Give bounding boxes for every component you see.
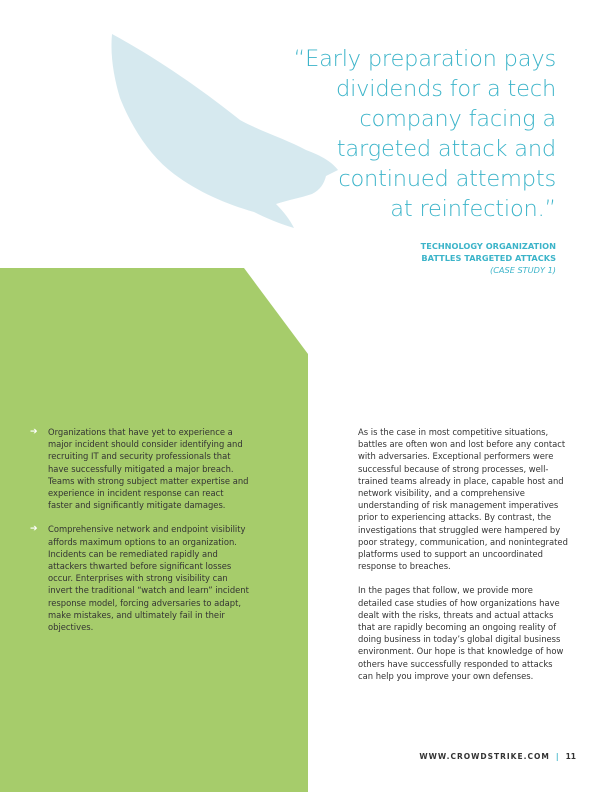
- attribution-title-line: TECHNOLOGY ORGANIZATION: [420, 241, 556, 251]
- attribution-title-line: BATTLES TARGETED ATTACKS: [421, 253, 556, 263]
- quote-line: company facing a: [359, 106, 556, 132]
- footer-separator: |: [555, 752, 560, 761]
- bullet-list: [30, 426, 250, 645]
- quote-line: at reinfection.”: [390, 196, 556, 222]
- quote-line: targeted attack and: [336, 136, 556, 162]
- quote-attribution: [256, 240, 556, 276]
- page-number: 11: [565, 752, 576, 761]
- quote-line: “Early preparation pays: [293, 46, 556, 72]
- arrow-right-icon: ➔: [30, 427, 38, 437]
- quote-line: dividends for a tech: [336, 76, 556, 102]
- body-paragraph: In the pages that follow, we provide more detailed case studies of how organizations have dealt with the risks, threats and actual attacks that are rapidly becoming an ongoing reality of doing business in today’s global digital business environment. Our hope is that knowledge of how others have successfully responded to attacks can help you improve your own defenses.: [358, 585, 564, 681]
- arrow-right-icon: ➔: [30, 524, 38, 535]
- bullet-item: [30, 523, 250, 633]
- attribution-case-study: (CASE STUDY 1): [490, 265, 556, 275]
- quote-line: continued attempts: [338, 166, 556, 192]
- bullet-text: Comprehensive network and endpoint visibility affords maximum options to an organization. Incidents can be remediated rapidly and attackers thwarted before significant losses occur. Enterprises with strong visibility can invert the traditional “watch and learn” incident response model, forcing adversaries to adapt, make mistakes, and ultimately fail in their objectives.: [48, 524, 249, 633]
- bullet-text: Organizations that have yet to experience a major incident should consider identifying and recruiting IT and security professionals that have successfully mitigated a major breach. Teams with strong subject matter expertise and experience in incident response can react faster and significantly mitigate damages.: [48, 427, 249, 511]
- body-paragraph: As is the case in most competitive situations, battles are often won and lost before any contact with adversaries. Exceptional performers were successful because of strong processes, well-trained teams already in place, capable host and network visibility, and a comprehensive understanding of risk management imperatives prior to experiencing attacks. By contrast, the investigations that struggled were hampered by poor strategy, communication, and nonintegrated platforms used to support an uncoordinated response to breaches.: [358, 427, 568, 572]
- pull-quote: [226, 44, 556, 224]
- body-column: [358, 426, 568, 694]
- page-footer: [419, 752, 576, 761]
- footer-url[interactable]: WWW.CROWDSTRIKE.COM: [419, 752, 550, 761]
- bullet-item: [30, 426, 250, 511]
